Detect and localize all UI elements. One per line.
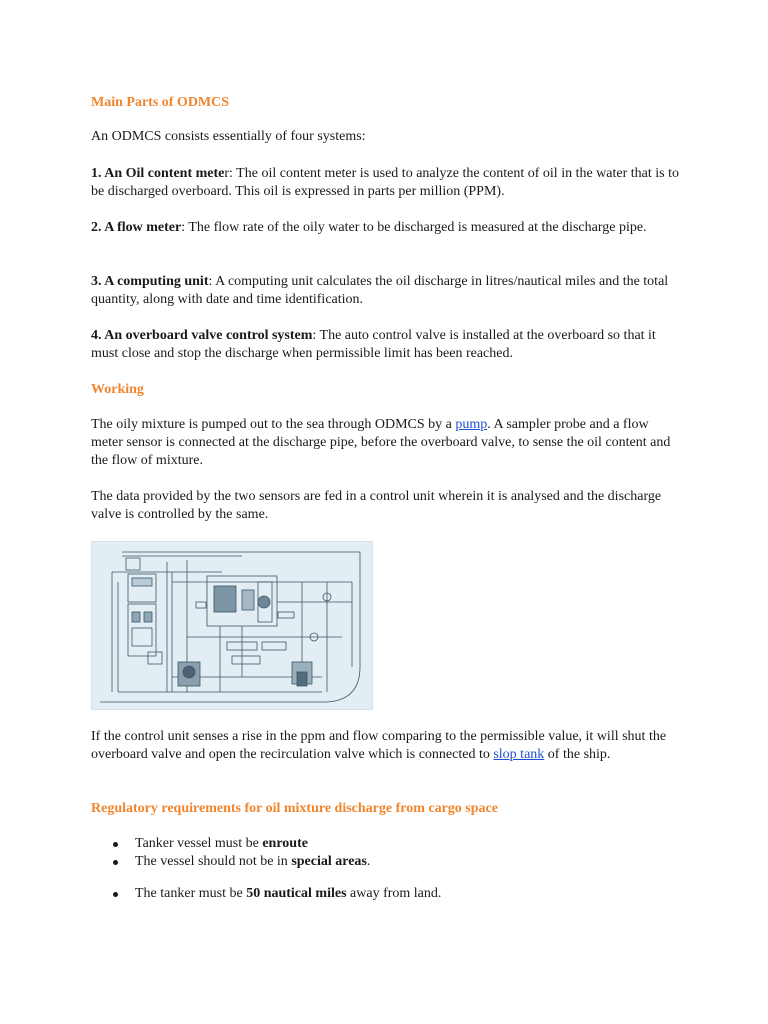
odmcs-diagram-image [91,541,373,710]
text-run: of the ship. [544,747,611,762]
intro-paragraph: An ODMCS consists essentially of four systems: [91,129,366,144]
text-run: The vessel should not be in [135,854,292,869]
odmcs-schematic-drawing [92,542,372,709]
item-text: : The auto control valve is installed at the overboard so that it must close and stop the discharge when permissible limit has been reached. [91,328,656,361]
list-item-text [135,853,370,871]
item-label: 2. A flow meter [91,220,182,235]
bullet-icon [113,892,118,897]
text-run: away from land. [346,886,442,901]
heading-main-parts: Main Parts of ODMCS [91,95,230,110]
pump-link[interactable]: pump [455,417,488,432]
item-computing-unit [91,273,681,309]
text-run: The tanker must be [135,886,247,901]
heading-working: Working [91,382,144,397]
item-label: 3. A computing unit [91,274,209,289]
item-text: : The flow rate of the oily water to be discharged is measured at the discharge pipe. [181,220,647,235]
working-paragraph-3 [91,728,681,764]
working-paragraph-1 [91,416,681,470]
slop-tank-link[interactable]: slop tank [493,747,545,762]
bullet-icon [113,842,118,847]
list-item-text [135,835,308,853]
bold-run: special areas [291,854,367,869]
text-run: Tanker vessel must be [135,836,263,851]
bold-run: 50 nautical miles [246,886,347,901]
item-overboard-valve [91,327,681,363]
heading-regulatory: Regulatory requirements for oil mixture discharge from cargo space [91,801,498,816]
text-run: If the control unit senses a rise in the ppm and flow comparing to the permissible value, it will shut the overboard valve and open the recirculation valve which is connected to [91,729,667,762]
item-text: : A computing unit calculates the oil discharge in litres/nautical miles and the total quantity, along with date and time identification. [91,274,669,307]
bold-run: enroute [262,836,308,851]
item-label-tail: r [224,166,230,181]
list-item-text [135,885,441,903]
working-paragraph-2: The data provided by the two sensors are fed in a control unit wherein it is analysed and the discharge valve is controlled by the same. [91,489,662,522]
item-label: 1. An Oil content mete [91,166,225,181]
item-flow-meter [91,219,681,237]
text-run: . [366,854,371,869]
bullet-icon [113,860,118,865]
item-label: 4. An overboard valve control system [91,328,313,343]
text-run: . A sampler probe and a flow meter sensor is connected at the discharge pipe, before the overboard valve, to sense the oil content and the flow of mixture. [91,417,671,468]
item-text: : The oil content meter is used to analyze the content of oil in the water that is to be discharged overboard. This oil is expressed in parts per million (PPM). [91,166,679,199]
item-oil-content-meter [91,165,681,201]
text-run: The oily mixture is pumped out to the sea through ODMCS by a [91,417,456,432]
